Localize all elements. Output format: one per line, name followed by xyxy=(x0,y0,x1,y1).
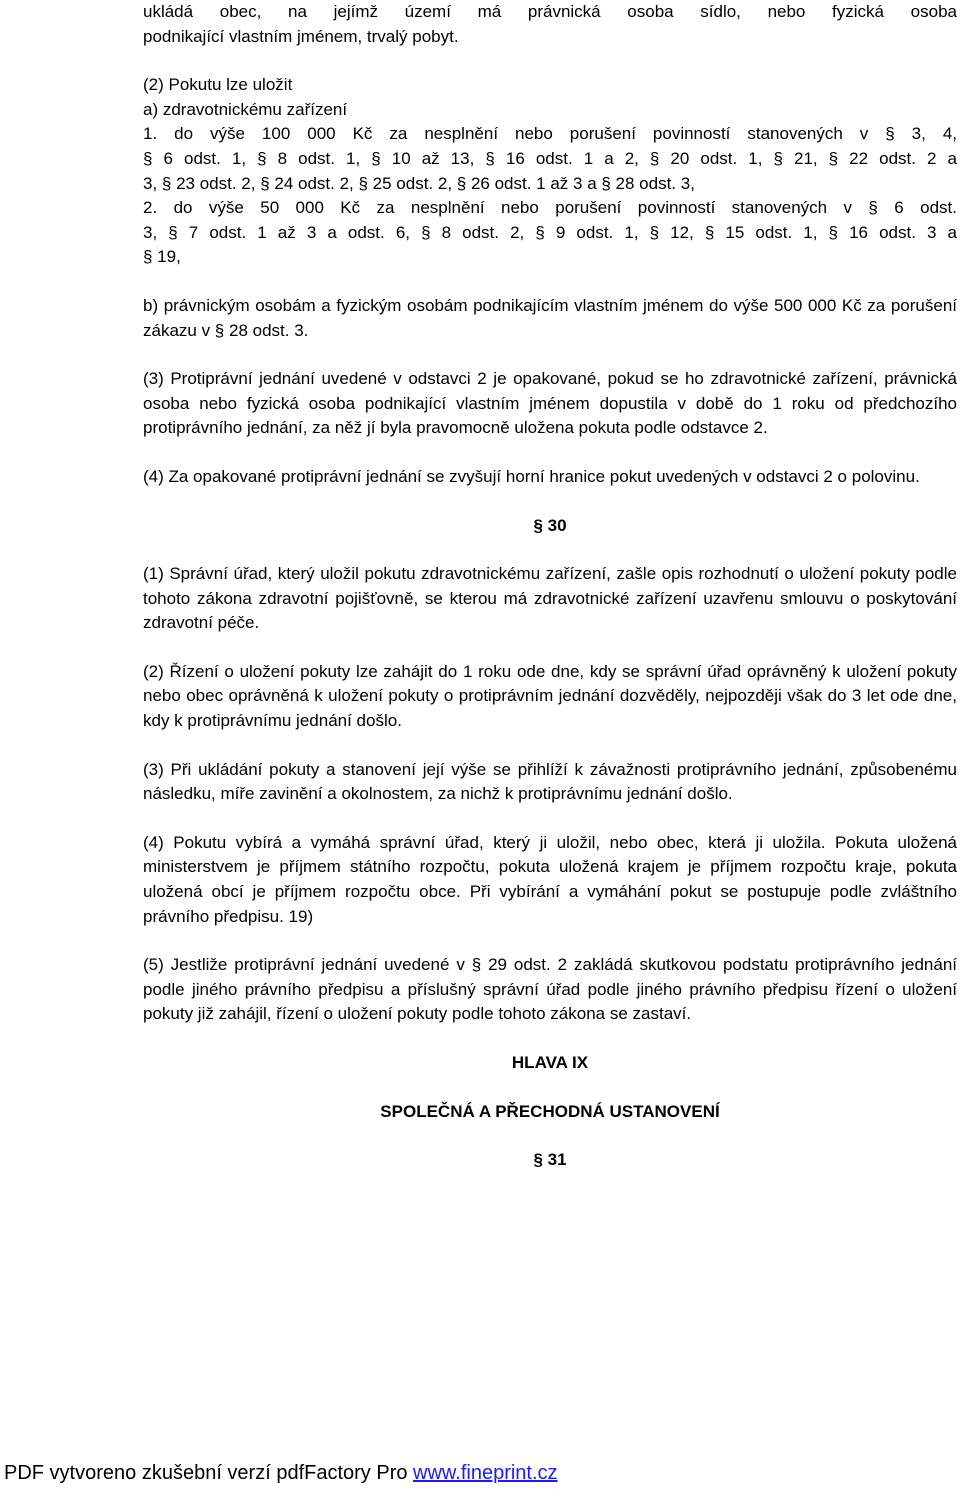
list-line: § 19, xyxy=(143,247,181,267)
list-item-a: a) zdravotnickému zařízení xyxy=(143,99,348,119)
list-line: § 6 odst. 1, § 8 odst. 1, § 10 až 13, § 16 odst. 1 a 2, § 20 odst. 1, § 21, § 22 odst. 2 a xyxy=(143,148,957,168)
paragraph-4: (4) Za opakované protiprávní jednání se zvyšují horní hranice pokut uvedených v odstavci 2 o polovinu. xyxy=(143,466,920,486)
list-line: 2. do výše 50 000 Kč za nesplnění nebo porušení povinností stanovených v § 6 odst. xyxy=(143,198,957,218)
paragraph: (2) Řízení o uložení pokuty lze zahájit do 1 roku ode dne, kdy se správní úřad oprávněný k uložení pokuty nebo obec oprávněná k uložení pokuty o protiprávním jednání dozvěděly, nejpozději však do 3 let ode dne, kdy k protiprávnímu jednání došlo. xyxy=(143,661,957,731)
list-line: 1. do výše 100 000 Kč za nesplnění nebo porušení povinností stanovených v § 3, 4, xyxy=(143,124,957,144)
paragraph: (1) Správní úřad, který uložil pokutu zdravotnickému zařízení, zašle opis rozhodnutí o uložení pokuty podle tohoto zákona zdravotní pojišťovně, se kterou má zdravotnické zařízení uzavřenu smlouvu o poskytování zdravotní péče. xyxy=(143,564,957,633)
paragraph: (4) Pokutu vybírá a vymáhá správní úřad, který ji uložil, nebo obec, která ji uložila. Pokuta uložená ministerstvem je příjmem státního rozpočtu, pokuta uložená krajem je příjmem rozpočtu kraje, pokuta uložená obcí je příjmem rozpočtu obce. Při vybírání a vymáhání pokut se postupuje podle zvláštního právního předpisu. 19) xyxy=(143,832,957,926)
footer-text: PDF vytvoreno zkušební verzí pdfFactory Pro xyxy=(4,1462,414,1484)
list-item-b: b) právnickým osobám a fyzickým osobám podnikajícím vlastním jménem do výše 500 000 Kč za porušení zákazu v § 28 odst. 3. xyxy=(143,295,957,340)
chapter-heading: HLAVA IX xyxy=(511,1053,589,1072)
footer-link[interactable]: www.fineprint.cz xyxy=(413,1462,558,1484)
paragraph-heading: (2) Pokutu lze uložit xyxy=(143,75,293,95)
section-heading: § 30 xyxy=(533,515,567,535)
list-line: 3, § 23 odst. 2, § 24 odst. 2, § 25 odst. 2, § 26 odst. 1 až 3 a § 28 odst. 3, xyxy=(143,173,695,193)
paragraph: (5) Jestliže protiprávní jednání uvedené v § 29 odst. 2 zakládá skutkovou podstatu protiprávního jednání podle jiného právního předpisu a příslušný správní úřad podle jiného právního předpisu řízení o uložení pokuty již zahájil, řízení o uložení pokuty podle tohoto zákona se zastaví. xyxy=(143,955,957,1024)
chapter-title: SPOLEČNÁ A PŘECHODNÁ USTANOVENÍ xyxy=(380,1101,720,1121)
paragraph-line: podnikající vlastním jménem, trvalý pobyt. xyxy=(143,26,459,46)
list-line: 3, § 7 odst. 1 až 3 a odst. 6, § 8 odst. 2, § 9 odst. 1, § 12, § 15 odst. 1, § 16 odst. 3 a xyxy=(143,222,957,242)
section-heading: § 31 xyxy=(533,1150,567,1170)
paragraph-3: (3) Protiprávní jednání uvedené v odstavci 2 je opakované, pokud se ho zdravotnické zařízení, právnická osoba nebo fyzická osoba podnikající vlastním jménem dopustila v době do 1 roku od předchozího protiprávního jednání, za něž jí byla pravomocně uložena pokuta podle odstavce 2. xyxy=(143,369,957,438)
document-page xyxy=(143,0,957,1173)
pdf-footer xyxy=(4,1461,558,1485)
paragraph: (3) Při ukládání pokuty a stanovení její výše se přihlíží k závažnosti protiprávního jednání, způsobenému následku, míře zavinění a okolnostem, za nichž k protiprávnímu jednání došlo. xyxy=(143,759,957,804)
paragraph-line: ukládá obec, na jejímž území má právnická osoba sídlo, nebo fyzická osoba xyxy=(143,2,957,21)
